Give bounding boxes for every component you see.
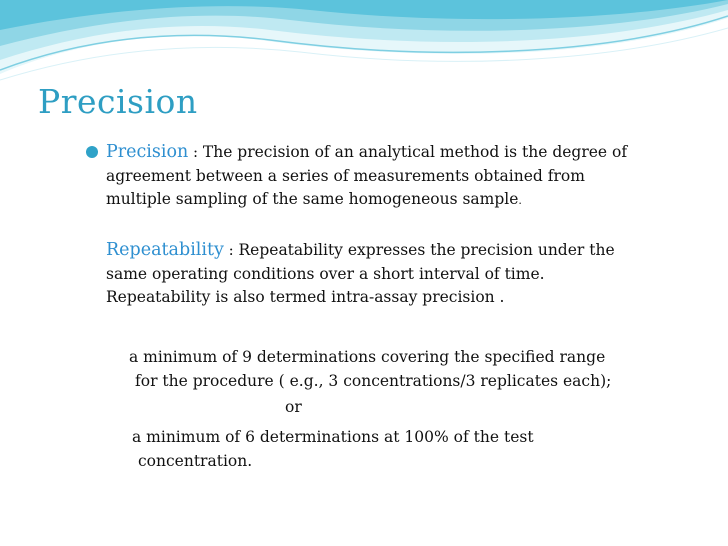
requirement-option-1 xyxy=(129,346,669,393)
requirement-option-2 xyxy=(132,426,672,473)
header-wave-decoration xyxy=(0,0,728,90)
precision-definition xyxy=(106,141,646,213)
precision-end: . xyxy=(518,194,522,207)
precision-text: The precision of an analytical method is the degree of agreement between a series of measurements obtained from multiple sampling of the same homogeneous sample xyxy=(106,143,628,208)
requirement-option-1-line-1: a minimum of 9 determinations covering the specified range xyxy=(129,348,606,366)
requirement-option-2-line-1: a minimum of 6 determinations at 100% of the test xyxy=(132,428,534,446)
precision-separator: : xyxy=(188,143,203,161)
repeatability-term: Repeatability xyxy=(106,240,224,260)
or-separator: or xyxy=(285,398,302,416)
slide-title: Precision xyxy=(38,82,198,121)
requirement-option-2-line-2: concentration. xyxy=(138,451,253,470)
precision-term: Precision xyxy=(106,142,189,162)
repeatability-text: Repeatability expresses the precision under the same operating conditions over a short interval of time. Repeatability is also termed intra-assay precision . xyxy=(106,241,615,306)
repeatability-separator: : xyxy=(223,241,239,259)
requirement-option-1-line-2: for the procedure ( e.g., 3 concentrations/3 replicates each); xyxy=(135,371,612,390)
bullet-icon xyxy=(86,146,98,158)
repeatability-definition xyxy=(106,239,646,310)
